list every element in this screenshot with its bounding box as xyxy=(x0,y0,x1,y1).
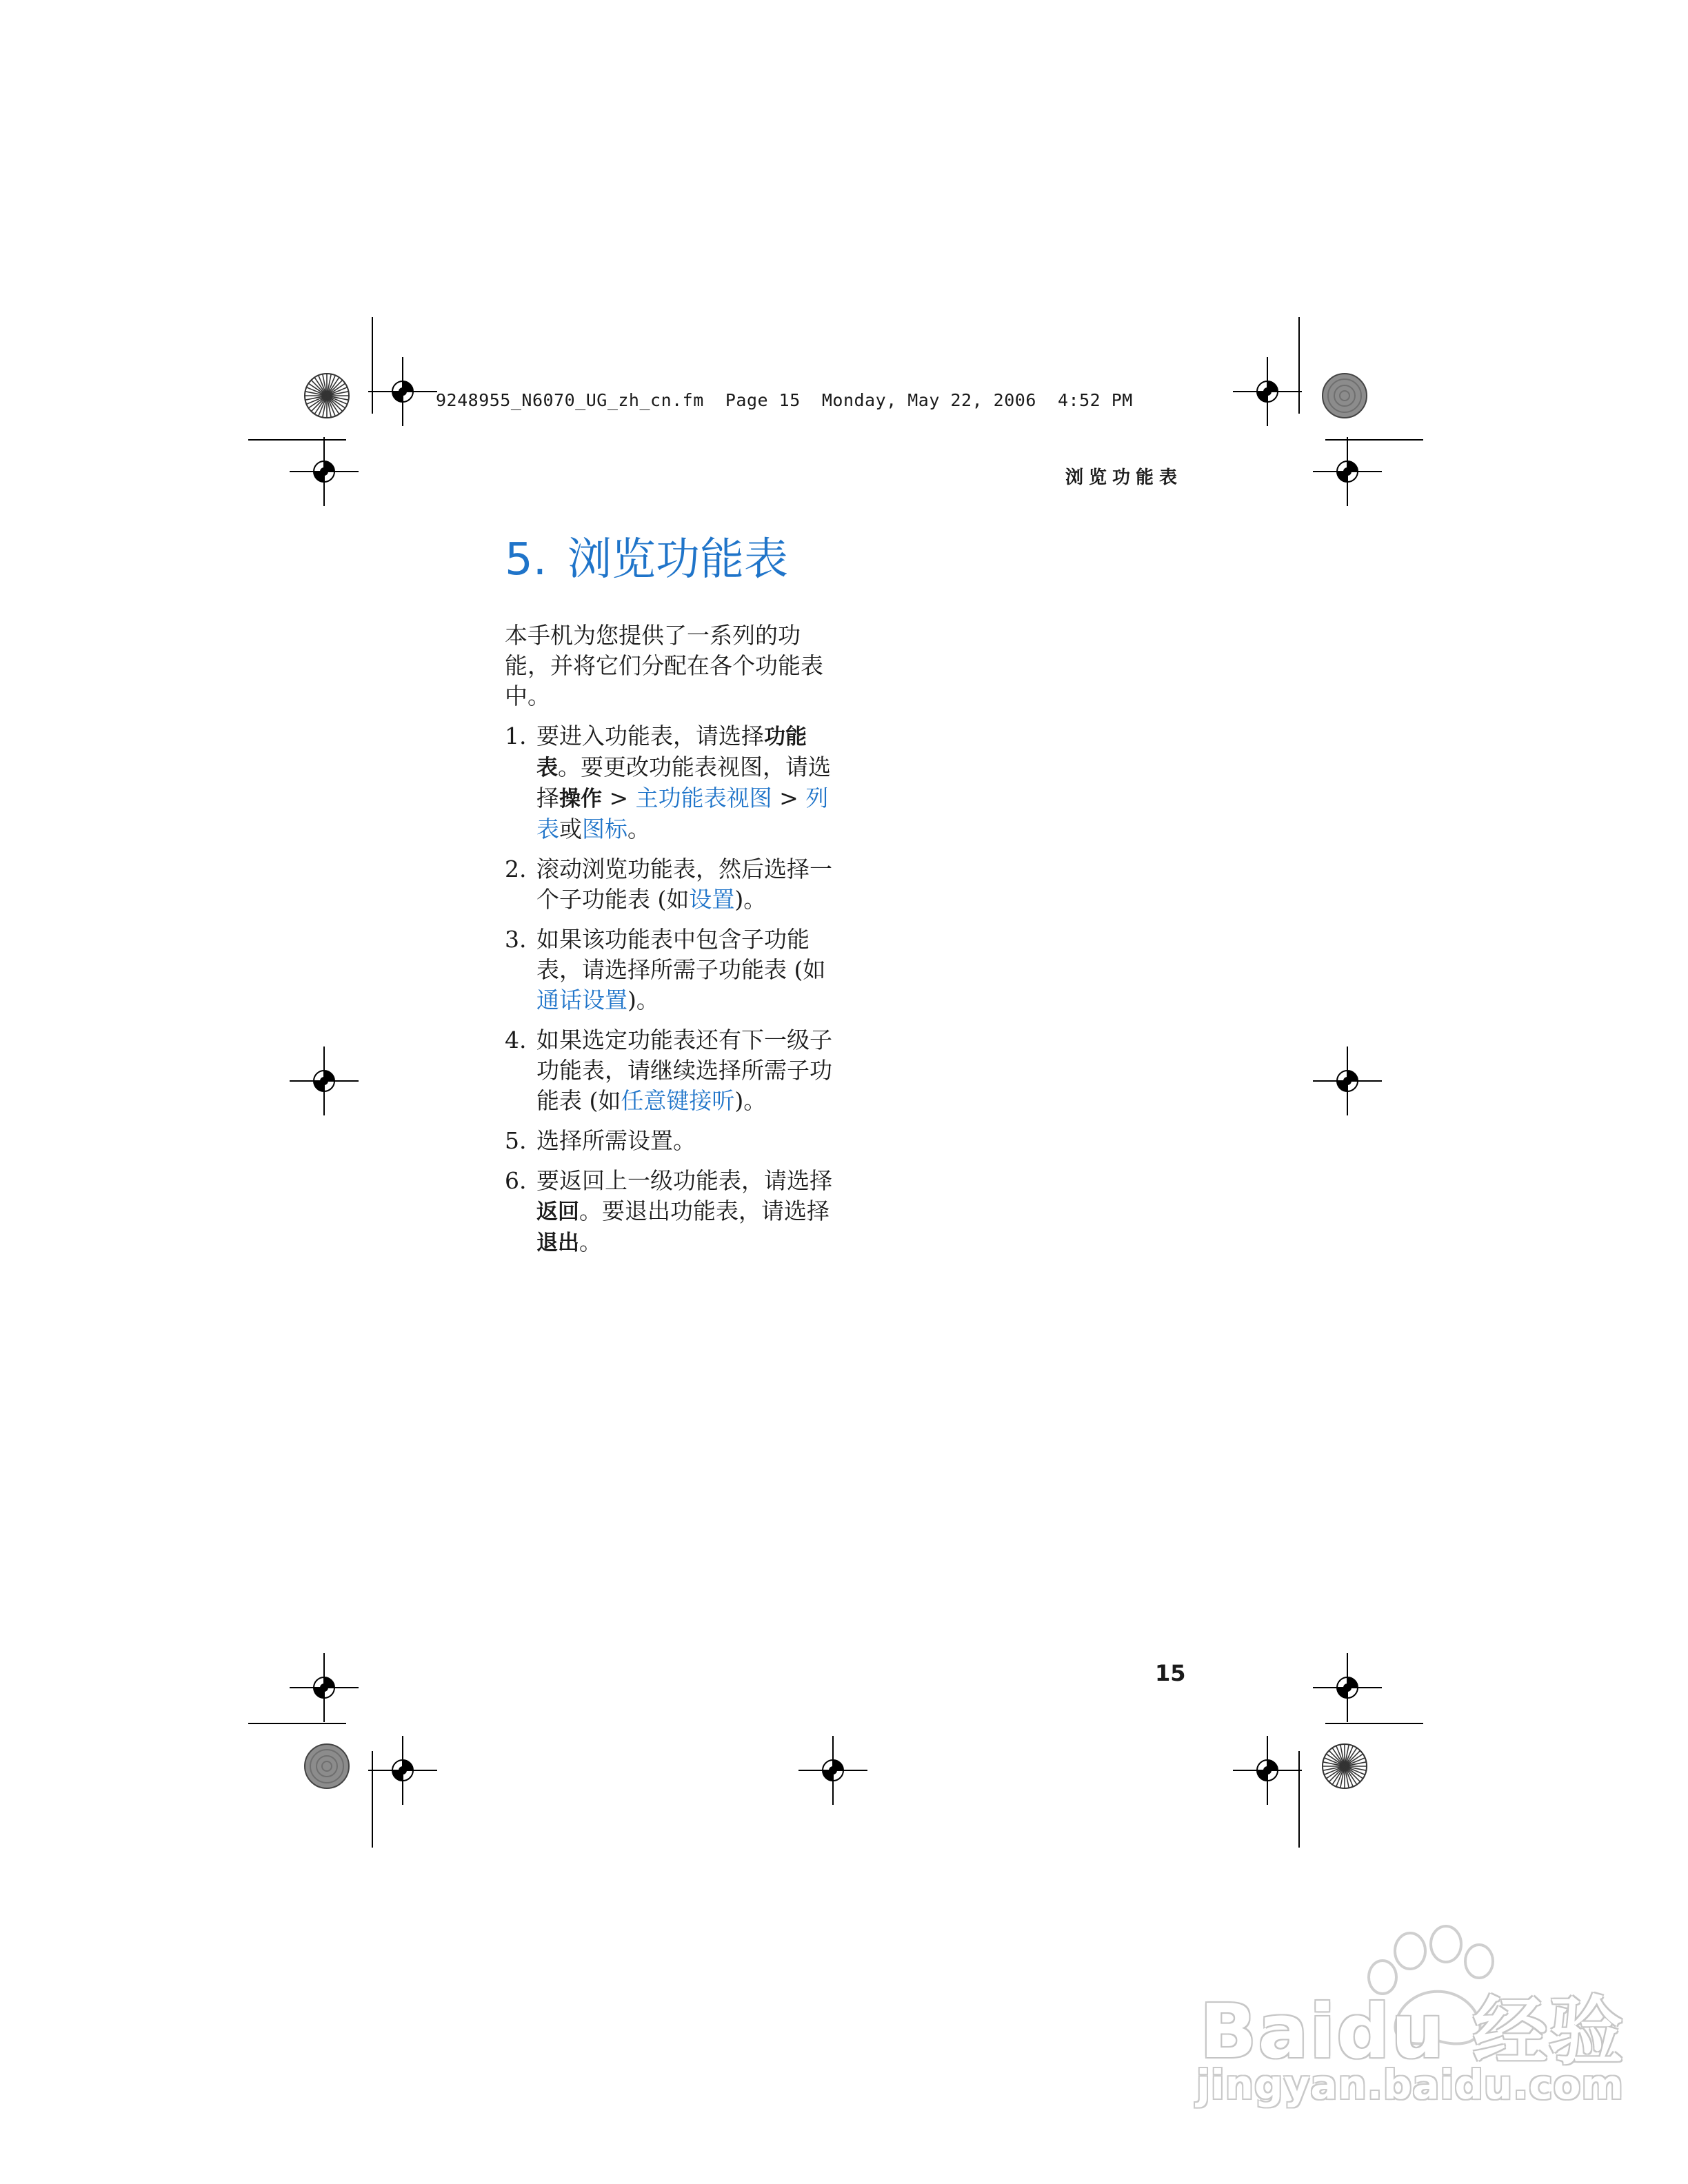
step-text: > xyxy=(602,785,636,811)
step-item xyxy=(505,721,843,845)
step-text: )。 xyxy=(734,1087,767,1114)
menu-path-link: 通话设置 xyxy=(536,987,627,1013)
body-text xyxy=(505,620,843,1268)
watermark-url: jingyan.baidu.com xyxy=(1196,2061,1624,2108)
softkey-label: 操作 xyxy=(559,787,602,811)
steps-list xyxy=(505,721,843,1258)
menu-path-link: 图标 xyxy=(582,816,627,842)
step-number: 5. xyxy=(505,1127,527,1154)
step-text: 。 xyxy=(627,816,650,842)
step-number: 2. xyxy=(505,856,527,882)
step-text: 要进入功能表，请选择 xyxy=(536,722,764,749)
step-text: 。 xyxy=(579,1228,602,1255)
softkey-label: 功能表 xyxy=(536,725,807,780)
step-item xyxy=(505,854,843,915)
page-number: 15 xyxy=(1155,1660,1186,1686)
step-text: 选择所需设置。 xyxy=(536,1127,696,1154)
running-header: 浏览功能表 xyxy=(1065,467,1183,488)
chapter-number: 5. xyxy=(505,534,547,585)
step-text: )。 xyxy=(734,886,767,913)
step-text: 如果选定功能表还有下一级子功能表，请继续选择所需子功能表 (如 xyxy=(536,1027,832,1114)
step-text: 或 xyxy=(559,816,582,842)
step-item xyxy=(505,1025,843,1116)
step-text: > xyxy=(772,785,806,811)
menu-path-link: 主功能表视图 xyxy=(635,785,772,811)
intro-paragraph: 本手机为您提供了一系列的功能，并将它们分配在各个功能表中。 xyxy=(505,622,823,709)
step-item xyxy=(505,924,843,1015)
step-number: 4. xyxy=(505,1027,527,1053)
step-text: 要返回上一级功能表，请选择 xyxy=(536,1167,832,1194)
step-text: 滚动浏览功能表，然后选择一个子功能表 (如 xyxy=(536,856,832,913)
menu-path-link: 列表 xyxy=(536,785,829,842)
step-item xyxy=(505,1166,843,1258)
print-slug: 9248955_N6070_UG_zh_cn.fm Page 15 Monday, May 22, 2006 4:52 PM xyxy=(436,390,1133,410)
menu-path-link: 设置 xyxy=(689,886,735,913)
step-number: 6. xyxy=(505,1167,527,1194)
step-text: )。 xyxy=(627,987,659,1013)
menu-path-link: 任意键接听 xyxy=(621,1087,735,1114)
step-text: 。要更改功能表视图，请选择 xyxy=(536,754,831,811)
step-number: 3. xyxy=(505,926,527,953)
softkey-label: 退出 xyxy=(536,1231,579,1255)
step-text: 如果该功能表中包含子功能表，请选择所需子功能表 (如 xyxy=(536,926,826,983)
softkey-label: 返回 xyxy=(536,1200,579,1224)
step-number: 1. xyxy=(505,722,527,749)
step-item xyxy=(505,1126,843,1156)
watermark-brand: Baidu 经验 xyxy=(1200,1989,1625,2075)
step-text: 。要退出功能表，请选择 xyxy=(579,1197,830,1224)
chapter-heading xyxy=(505,524,788,587)
chapter-title: 浏览功能表 xyxy=(567,534,789,585)
